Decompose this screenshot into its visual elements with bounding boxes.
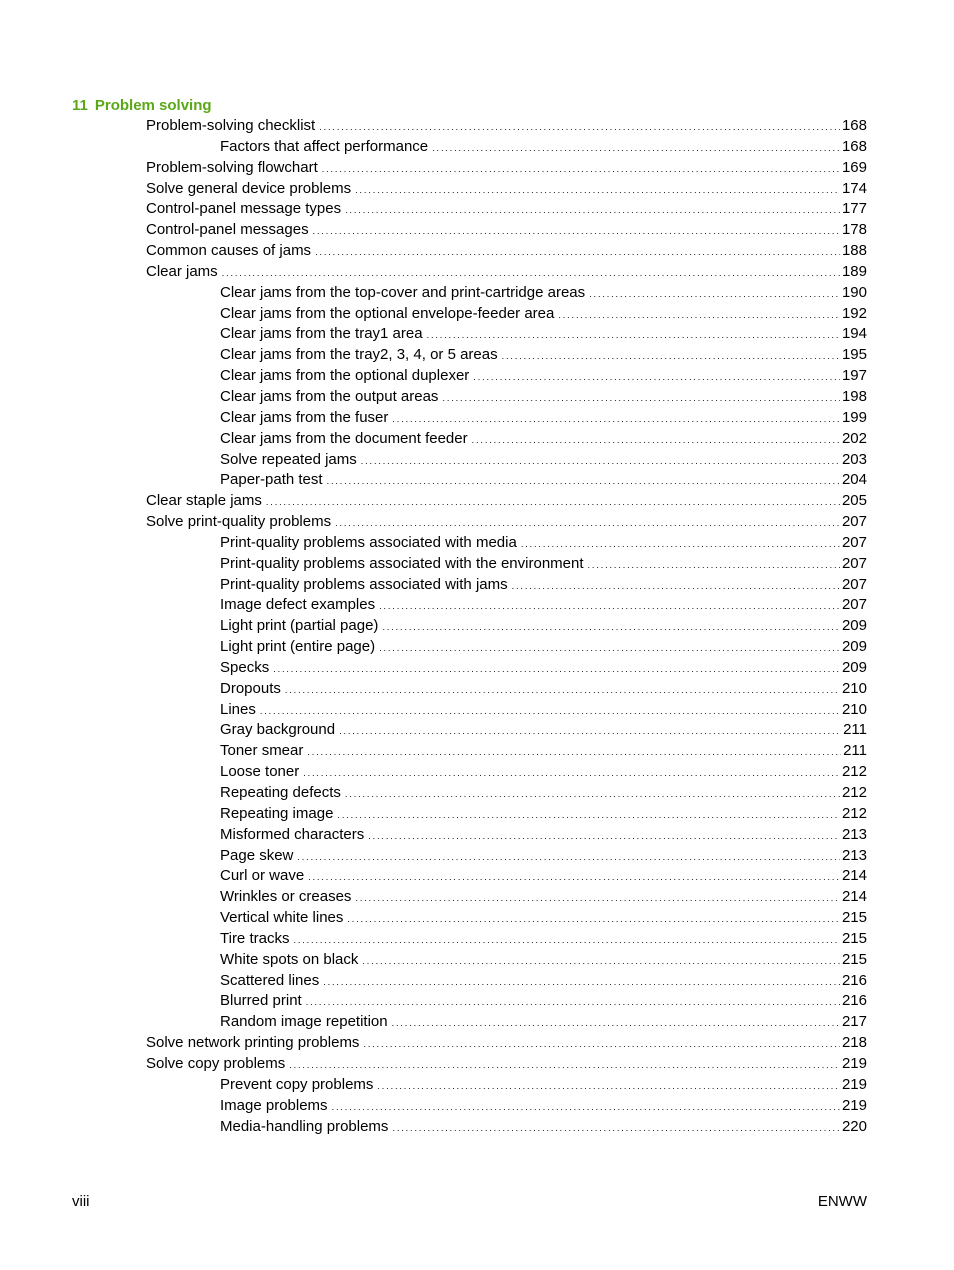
toc-dot-leader <box>588 554 840 576</box>
toc-dot-leader <box>377 1075 840 1097</box>
toc-entry-page: 209 <box>841 638 867 656</box>
toc-entry-page: 207 <box>841 596 867 614</box>
toc-entry[interactable] <box>0 658 954 679</box>
toc-entry[interactable] <box>0 304 954 325</box>
toc-entry-title: Clear jams from the tray1 area <box>220 325 423 343</box>
toc-entry-title: Print-quality problems associated with jams <box>220 575 508 593</box>
toc-entry-page: 192 <box>841 304 867 322</box>
toc-dot-leader <box>427 324 840 346</box>
toc-entry[interactable] <box>0 1033 954 1054</box>
toc-entry-title: Control-panel message types <box>146 200 342 218</box>
toc-entry[interactable] <box>0 116 954 137</box>
toc-entry-title: Scattered lines <box>220 971 320 989</box>
toc-entry-page: 217 <box>841 1013 867 1031</box>
toc-dot-leader <box>502 345 840 367</box>
toc-entry[interactable] <box>0 220 954 241</box>
toc-dot-leader <box>308 866 840 888</box>
toc-entry-title: Problem-solving flowchart <box>146 158 318 176</box>
toc-dot-leader <box>289 1054 840 1076</box>
toc-entry[interactable] <box>0 429 954 450</box>
toc-entry-page: 177 <box>841 200 867 218</box>
toc-entry-page: 178 <box>841 221 867 239</box>
toc-entry-page: 216 <box>841 971 867 989</box>
toc-entry[interactable] <box>0 991 954 1012</box>
toc-dot-leader <box>327 470 840 492</box>
toc-dot-leader <box>472 429 840 451</box>
toc-dot-leader <box>323 971 840 993</box>
toc-list <box>0 116 954 1137</box>
footer-label: ENWW <box>817 1193 867 1210</box>
toc-entry-title: Light print (partial page) <box>220 617 379 635</box>
toc-dot-leader <box>382 616 840 638</box>
toc-entry-page: 219 <box>841 1096 867 1114</box>
toc-entry-title: Misformed characters <box>220 825 365 843</box>
toc-dot-leader <box>297 846 840 868</box>
toc-entry[interactable] <box>0 283 954 304</box>
toc-entry-title: Solve general device problems <box>146 179 352 197</box>
toc-entry-page: 207 <box>841 554 867 572</box>
toc-entry[interactable] <box>0 470 954 491</box>
toc-entry-page: 216 <box>841 992 867 1010</box>
toc-dot-leader <box>273 658 840 680</box>
toc-entry-title: Paper-path test <box>220 471 323 489</box>
toc-entry[interactable] <box>0 741 954 762</box>
toc-dot-leader <box>363 1033 840 1055</box>
toc-entry[interactable] <box>0 762 954 783</box>
toc-entry-title: White spots on black <box>220 950 359 968</box>
chapter-title: Problem solving <box>94 97 212 114</box>
toc-entry-page: 207 <box>841 575 867 593</box>
toc-dot-leader <box>432 137 840 159</box>
toc-entry-page: 219 <box>841 1054 867 1072</box>
toc-entry-title: Light print (entire page) <box>220 638 376 656</box>
toc-entry[interactable] <box>0 846 954 867</box>
toc-entry[interactable] <box>0 408 954 429</box>
toc-entry-page: 218 <box>841 1034 867 1052</box>
toc-dot-leader <box>266 491 840 513</box>
toc-entry[interactable] <box>0 512 954 533</box>
toc-entry-page: 203 <box>841 450 867 468</box>
toc-entry-page: 215 <box>841 909 867 927</box>
toc-entry-title: Print-quality problems associated with media <box>220 533 517 551</box>
toc-entry-title: Random image repetition <box>220 1013 388 1031</box>
toc-entry-page: 212 <box>841 763 867 781</box>
toc-entry[interactable] <box>0 700 954 721</box>
toc-entry-page: 220 <box>841 1117 867 1135</box>
toc-entry-title: Problem-solving checklist <box>146 117 316 134</box>
toc-entry[interactable] <box>0 825 954 846</box>
toc-entry[interactable] <box>0 199 954 220</box>
toc-entry-page: 199 <box>841 408 867 426</box>
toc-entry[interactable] <box>0 137 954 158</box>
toc-entry[interactable] <box>0 575 954 596</box>
toc-entry-title: Vertical white lines <box>220 909 344 927</box>
toc-entry-title: Loose toner <box>220 763 300 781</box>
toc-dot-leader <box>355 179 840 201</box>
toc-entry-page: 194 <box>841 325 867 343</box>
toc-entry[interactable] <box>0 1054 954 1075</box>
toc-entry[interactable] <box>0 533 954 554</box>
toc-entry-title: Print-quality problems associated with the environment <box>220 554 584 572</box>
chapter-number: 11 <box>72 97 88 114</box>
toc-entry-page: 213 <box>841 846 867 864</box>
page-footer <box>72 1192 867 1212</box>
toc-entry-title: Clear jams <box>146 262 218 280</box>
toc-dot-leader <box>589 283 840 305</box>
toc-entry-title: Solve network printing problems <box>146 1034 360 1052</box>
toc-entry[interactable] <box>0 241 954 262</box>
toc-entry[interactable] <box>0 971 954 992</box>
toc-entry[interactable] <box>0 887 954 908</box>
toc-entry[interactable] <box>0 179 954 200</box>
toc-entry-title: Clear staple jams <box>146 492 262 510</box>
toc-entry[interactable] <box>0 1096 954 1117</box>
toc-entry-page: 212 <box>841 804 867 822</box>
toc-dot-leader <box>306 991 840 1013</box>
toc-entry-page: 189 <box>841 262 867 280</box>
toc-entry[interactable] <box>0 866 954 887</box>
toc-dot-leader <box>558 304 840 326</box>
toc-entry[interactable] <box>0 366 954 387</box>
toc-dot-leader <box>442 387 840 409</box>
toc-dot-leader <box>285 679 840 701</box>
toc-entry-title: Prevent copy problems <box>220 1075 374 1093</box>
toc-entry[interactable] <box>0 324 954 345</box>
toc-dot-leader <box>379 595 840 617</box>
toc-entry[interactable] <box>0 554 954 575</box>
toc-entry-title: Curl or wave <box>220 867 305 885</box>
toc-entry-title: Image problems <box>220 1096 328 1114</box>
toc-entry-title: Gray background <box>220 721 336 739</box>
toc-entry[interactable] <box>0 950 954 971</box>
toc-entry-page: 207 <box>841 513 867 531</box>
toc-entry-page: 211 <box>843 721 867 739</box>
toc-entry[interactable] <box>0 387 954 408</box>
toc-entry-page: 168 <box>841 117 867 134</box>
toc-dot-leader <box>361 450 840 472</box>
toc-entry-page: 202 <box>841 429 867 447</box>
toc-entry-page: 174 <box>841 179 867 197</box>
toc-dot-leader <box>222 262 840 284</box>
toc-entry-page: 169 <box>841 158 867 176</box>
toc-dot-leader <box>392 408 840 430</box>
toc-entry-page: 197 <box>841 367 867 385</box>
toc-dot-leader <box>345 199 840 221</box>
toc-dot-leader <box>315 241 840 263</box>
toc-entry[interactable] <box>0 262 954 283</box>
toc-entry-page: 214 <box>841 867 867 885</box>
toc-entry-page: 215 <box>841 929 867 947</box>
toc-dot-leader <box>313 220 840 242</box>
toc-dot-leader <box>307 741 841 763</box>
toc-dot-leader <box>345 783 840 805</box>
toc-entry-title: Repeating defects <box>220 784 341 801</box>
toc-entry-title: Blurred print <box>220 992 302 1010</box>
toc-entry-title: Image defect examples <box>220 596 376 614</box>
toc-entry[interactable] <box>0 158 954 179</box>
toc-entry-title: Repeating image <box>220 804 334 822</box>
toc-dot-leader <box>368 825 840 847</box>
toc-dot-leader <box>319 116 840 138</box>
toc-entry-page: 209 <box>841 658 867 676</box>
toc-dot-leader <box>392 1012 840 1034</box>
toc-entry-page: 214 <box>841 888 867 906</box>
toc-dot-leader <box>392 1117 840 1139</box>
toc-entry-title: Specks <box>220 658 270 676</box>
toc-entry[interactable] <box>0 783 954 804</box>
toc-entry-page: 210 <box>841 679 867 697</box>
toc-dot-leader <box>355 887 840 909</box>
toc-entry-title: Clear jams from the output areas <box>220 387 439 405</box>
toc-entry[interactable] <box>0 908 954 929</box>
toc-entry-page: 204 <box>841 471 867 489</box>
toc-entry-page: 219 <box>841 1075 867 1093</box>
toc-dot-leader <box>337 804 840 826</box>
toc-entry-title: Clear jams from the top-cover and print-cartridge areas <box>220 283 586 301</box>
toc-entry-page: 190 <box>841 283 867 301</box>
toc-entry-title: Factors that affect performance <box>220 137 429 155</box>
toc-entry-page: 207 <box>841 533 867 551</box>
toc-entry-title: Wrinkles or creases <box>220 888 352 906</box>
toc-entry-title: Dropouts <box>220 679 281 697</box>
toc-entry[interactable] <box>0 491 954 512</box>
toc-entry[interactable] <box>0 345 954 366</box>
toc-entry-title: Common causes of jams <box>146 242 312 260</box>
toc-entry-page: 209 <box>841 617 867 635</box>
toc-dot-leader <box>293 929 840 951</box>
toc-entry[interactable] <box>0 1117 954 1138</box>
toc-entry[interactable] <box>0 929 954 950</box>
toc-entry-title: Clear jams from the optional duplexer <box>220 367 470 385</box>
toc-entry[interactable] <box>0 1012 954 1033</box>
toc-entry-title: Solve copy problems <box>146 1054 286 1072</box>
toc-entry-page: 215 <box>841 950 867 968</box>
toc-entry-page: 205 <box>841 492 867 510</box>
toc-entry-title: Lines <box>220 700 256 718</box>
toc-entry[interactable] <box>0 1075 954 1096</box>
toc-entry[interactable] <box>0 450 954 471</box>
toc-dot-leader <box>260 700 840 722</box>
toc-entry-title: Control-panel messages <box>146 221 309 239</box>
toc-dot-leader <box>322 158 840 180</box>
toc-dot-leader <box>379 637 840 659</box>
toc-entry-title: Clear jams from the tray2, 3, 4, or 5 areas <box>220 346 498 364</box>
toc-entry-page: 210 <box>841 700 867 718</box>
toc-entry[interactable] <box>0 616 954 637</box>
toc-dot-leader <box>339 720 841 742</box>
toc-entry-title: Solve repeated jams <box>220 450 357 468</box>
toc-dot-leader <box>303 762 840 784</box>
toc-entry[interactable] <box>0 637 954 658</box>
toc-entry-page: 212 <box>841 784 867 801</box>
toc-entry[interactable] <box>0 720 954 741</box>
toc-entry-page: 211 <box>843 742 867 760</box>
toc-entry-title: Tire tracks <box>220 929 290 947</box>
toc-entry-title: Clear jams from the fuser <box>220 408 389 426</box>
toc-entry-title: Solve print-quality problems <box>146 513 332 531</box>
toc-entry-title: Clear jams from the optional envelope-feeder area <box>220 304 555 322</box>
toc-entry-page: 195 <box>841 346 867 364</box>
toc-entry[interactable] <box>0 679 954 700</box>
toc-entry[interactable] <box>0 804 954 825</box>
toc-entry-page: 198 <box>841 387 867 405</box>
toc-entry-title: Page skew <box>220 846 294 864</box>
chapter-heading[interactable] <box>72 96 212 116</box>
toc-entry-page: 188 <box>841 242 867 260</box>
toc-dot-leader <box>335 512 840 534</box>
toc-dot-leader <box>347 908 840 930</box>
footer-page-number: viii <box>72 1193 90 1210</box>
toc-dot-leader <box>332 1096 840 1118</box>
toc-entry-title: Media-handling problems <box>220 1117 389 1135</box>
toc-dot-leader <box>362 950 840 972</box>
toc-entry[interactable] <box>0 595 954 616</box>
toc-dot-leader <box>521 533 840 555</box>
toc-entry-title: Toner smear <box>220 742 304 760</box>
toc-entry-page: 168 <box>841 137 867 155</box>
toc-dot-leader <box>473 366 840 388</box>
toc-entry-page: 213 <box>841 825 867 843</box>
toc-dot-leader <box>512 575 840 597</box>
toc-entry-title: Clear jams from the document feeder <box>220 429 468 447</box>
